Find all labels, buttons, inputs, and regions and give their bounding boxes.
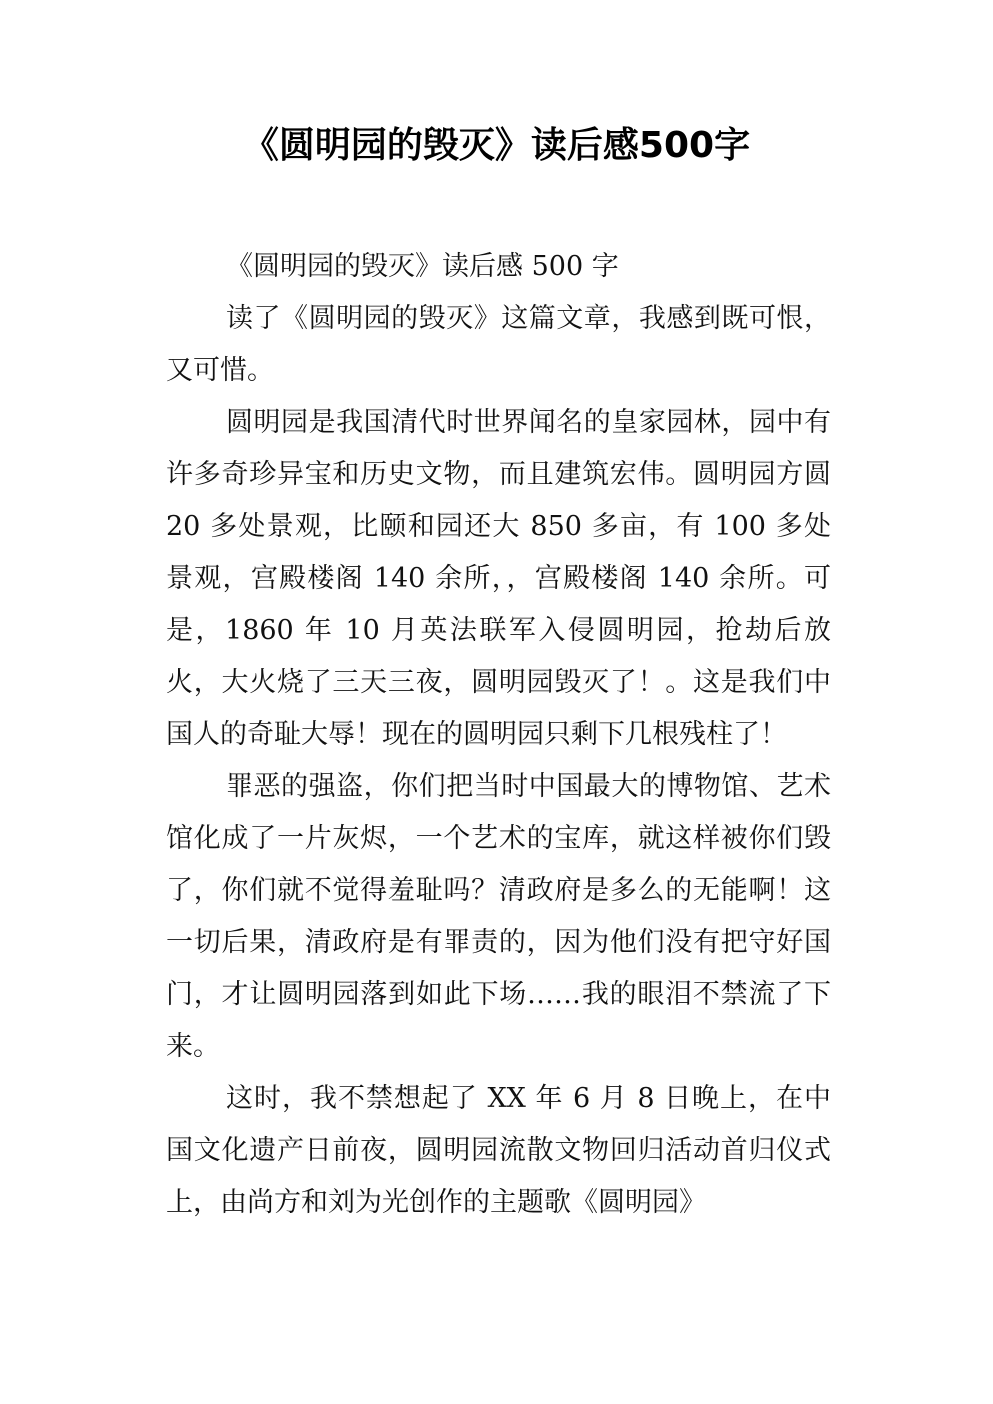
- paragraph: 罪恶的强盗，你们把当时中国最大的博物馆、艺术馆化成了一片灰烬，一个艺术的宝库，就这样被你们毁了，你们就不觉得羞耻吗？清政府是多么的无能啊！这一切后果，清政府是有罪责的，因为他们没有把守好国门，才让圆明园落到如此下场……我的眼泪不禁流了下来。: [166, 771, 831, 1062]
- document-title: 《圆明园的毁灭》读后感500字: [242, 125, 751, 166]
- paragraph-subtitle: 《圆明园的毁灭》读后感 500 字: [226, 251, 619, 282]
- paragraph: 读了《圆明园的毁灭》这篇文章，我感到既可恨，又可惜。: [166, 303, 831, 386]
- paragraph: 这时，我不禁想起了 XX 年 6 月 8 日晚上，在中国文化遗产日前夜，圆明园流散文物回归活动首归仪式上，由尚方和刘为光创作的主题歌《圆明园》: [166, 1083, 831, 1218]
- document-body: [166, 241, 831, 1229]
- paragraph: 圆明园是我国清代时世界闻名的皇家园林，园中有许多奇珍异宝和历史文物，而且建筑宏伟。圆明园方圆 20 多处景观，比颐和园还大 850 多亩，有 100 多处景观，宫殿楼阁 140 余所，，宫殿楼阁 140 余所。可是，1860 年 10 月英法联军入侵圆明园，抢劫后放火，大火烧了三天三夜，圆明园毁灭了！。这是我们中国人的奇耻大辱！现在的圆明园只剩下几根残柱了！: [166, 407, 831, 750]
